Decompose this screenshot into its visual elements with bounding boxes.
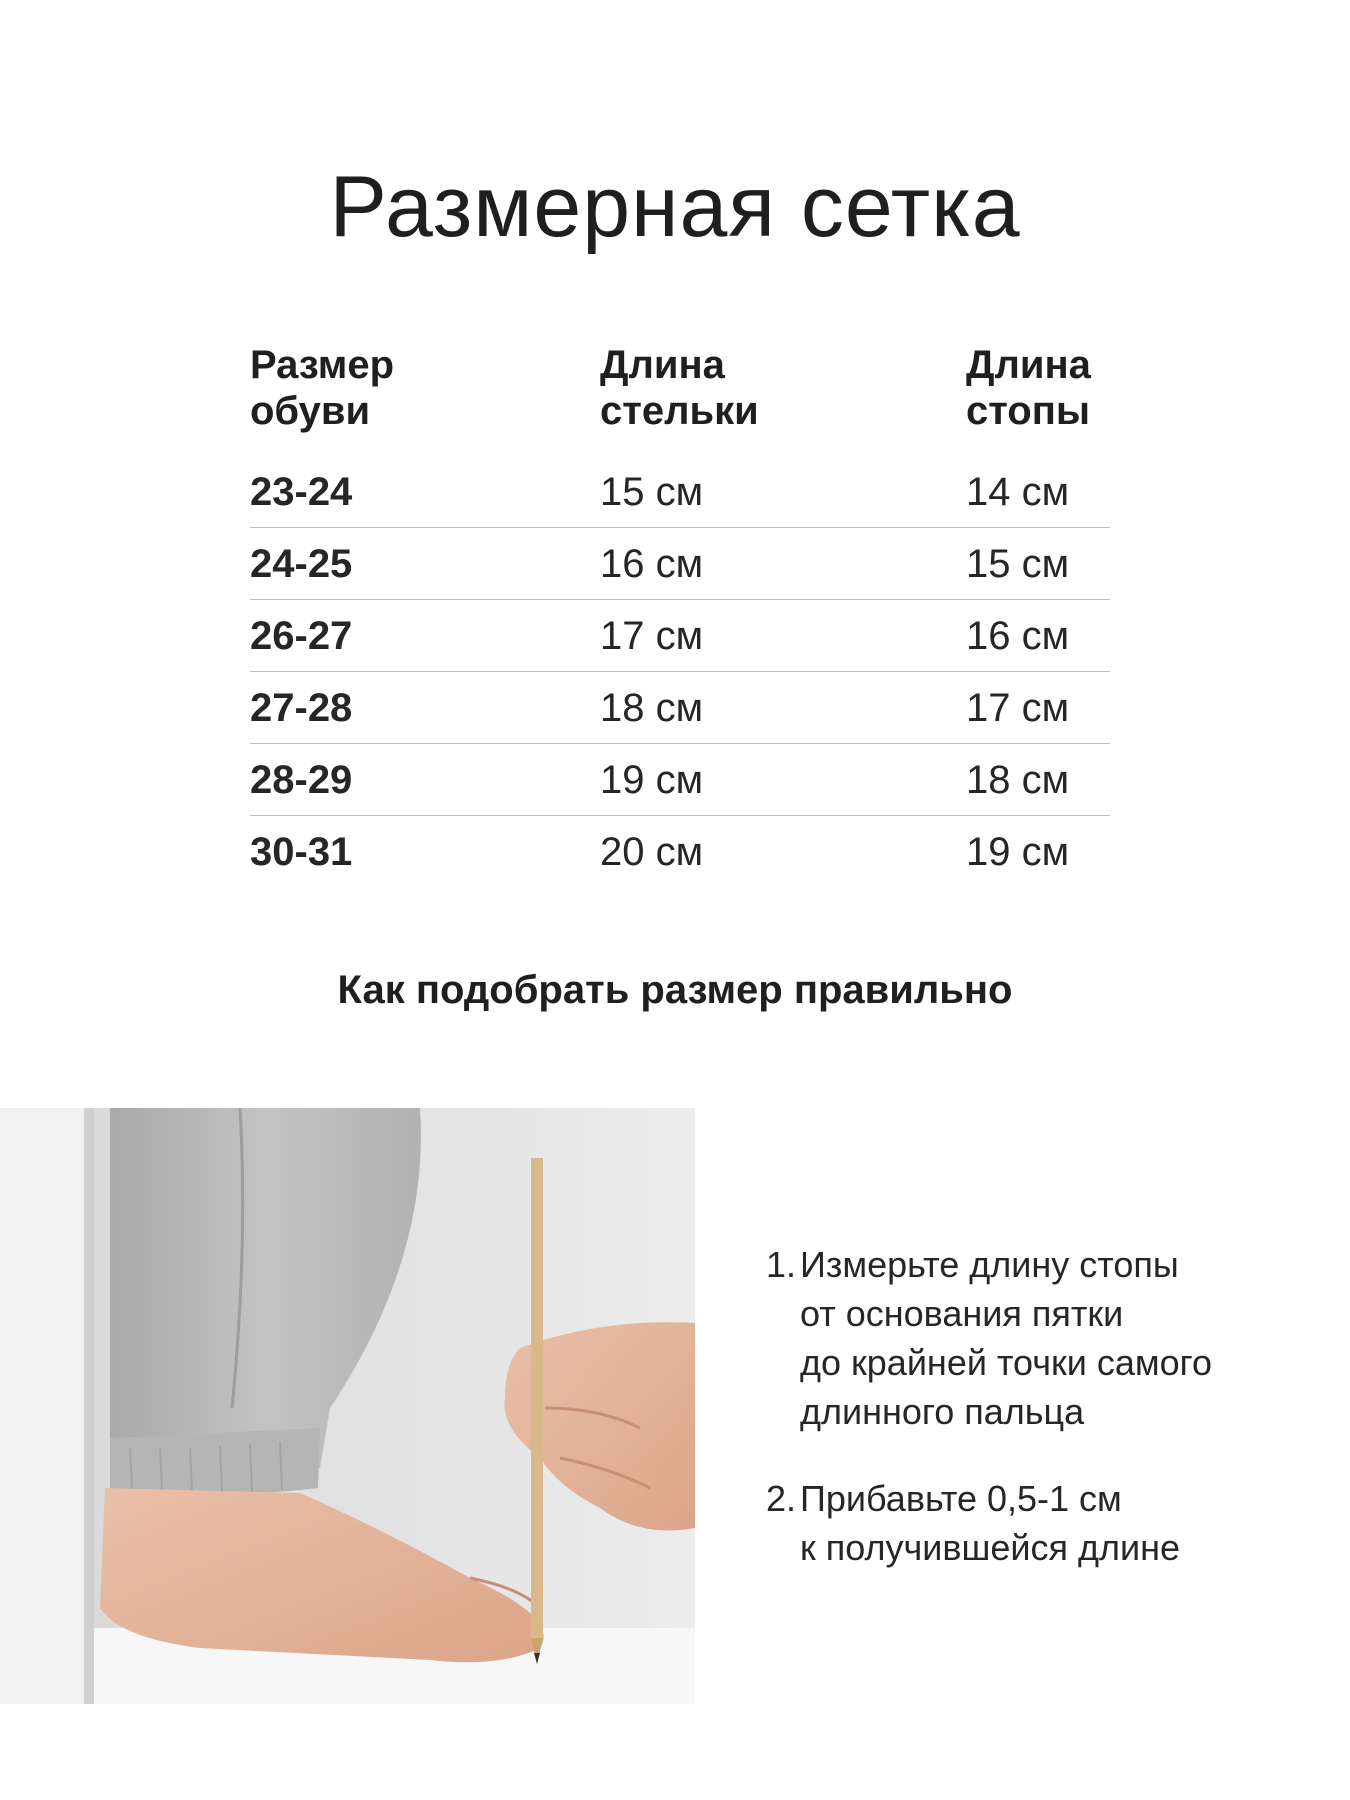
cell-shoe-size: 23-24 bbox=[250, 469, 353, 514]
table-row bbox=[250, 672, 1110, 744]
table-header-row bbox=[250, 342, 1110, 456]
header-line: обуви bbox=[250, 389, 371, 433]
list-item bbox=[752, 1474, 1312, 1572]
size-table bbox=[250, 342, 1110, 887]
table-row bbox=[250, 816, 1110, 888]
table-row bbox=[250, 456, 1110, 528]
cell-shoe-size: 28-29 bbox=[250, 744, 600, 816]
cell-shoe-size: 24-25 bbox=[250, 528, 600, 600]
cell-insole-length: 18 см bbox=[600, 672, 966, 744]
step-number: 1. bbox=[765, 1244, 796, 1285]
instruction-steps bbox=[752, 1240, 1312, 1610]
header-line: Размер bbox=[250, 343, 395, 387]
cell-insole-length: 20 см bbox=[600, 816, 966, 888]
cell-insole-length: 16 см bbox=[600, 528, 966, 600]
header-shoe-size bbox=[250, 342, 600, 456]
header-line: стельки bbox=[600, 389, 759, 433]
cell-shoe-size: 27-28 bbox=[250, 672, 600, 744]
table-row bbox=[250, 600, 1110, 672]
header-line: стопы bbox=[966, 389, 1091, 433]
cell-insole-length: 17 см bbox=[600, 600, 966, 672]
cell-foot-length: 18 см bbox=[966, 744, 1110, 816]
table-row bbox=[250, 528, 1110, 600]
header-foot-length bbox=[966, 342, 1110, 456]
step-line: длинного пальца bbox=[800, 1391, 1085, 1432]
cell-shoe-size: 26-27 bbox=[250, 600, 600, 672]
cell-insole-length: 15 см bbox=[600, 469, 704, 514]
cell-shoe-size: 30-31 bbox=[250, 816, 600, 888]
cell-foot-length: 17 см bbox=[966, 672, 1110, 744]
cell-foot-length: 19 см bbox=[966, 816, 1110, 888]
header-line: Длина bbox=[600, 343, 725, 387]
foot-measuring-photo bbox=[0, 1108, 695, 1704]
table-row bbox=[250, 744, 1110, 816]
step-line: к получившейся длине bbox=[800, 1527, 1181, 1568]
step-line: Измерьте длину стопы bbox=[800, 1244, 1179, 1285]
cell-foot-length: 15 см bbox=[966, 528, 1110, 600]
step-line: до крайней точки самого bbox=[800, 1342, 1213, 1383]
how-to-title: Как подобрать размер правильно bbox=[337, 968, 1013, 1012]
cell-foot-length: 16 см bbox=[966, 600, 1110, 672]
step-line: от основания пятки bbox=[800, 1293, 1124, 1334]
step-line: Прибавьте 0,5-1 см bbox=[800, 1478, 1122, 1519]
cell-foot-length: 14 см bbox=[966, 469, 1070, 514]
header-line: Длина bbox=[966, 343, 1091, 387]
list-item bbox=[752, 1240, 1312, 1436]
step-number: 2. bbox=[765, 1478, 796, 1519]
header-insole-length bbox=[600, 342, 966, 456]
cell-insole-length: 19 см bbox=[600, 744, 966, 816]
page-title: Размерная сетка bbox=[329, 159, 1021, 255]
